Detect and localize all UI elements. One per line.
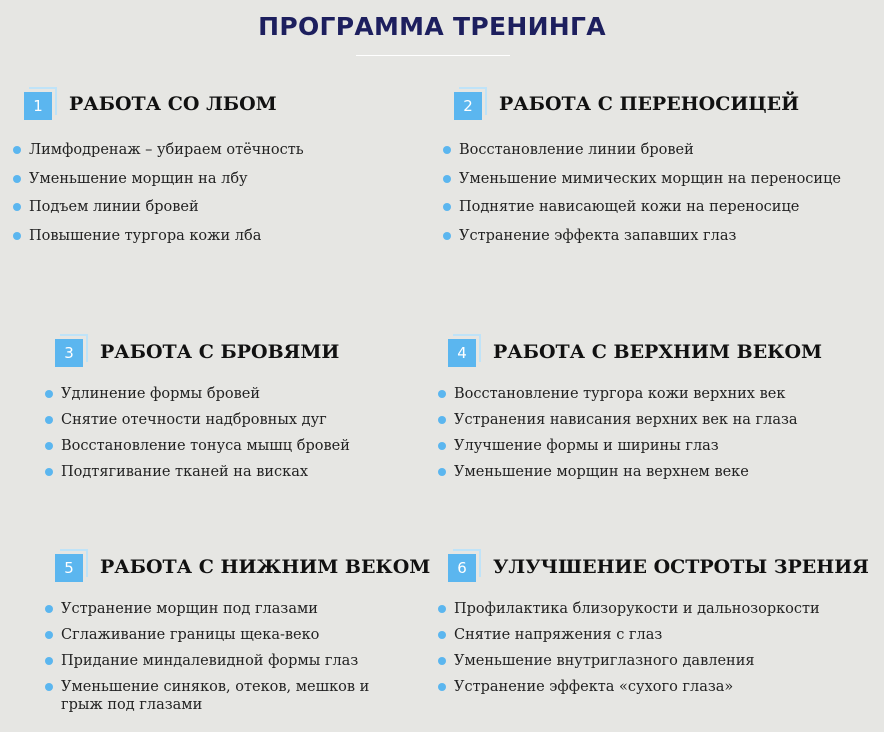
section-title: УЛУЧШЕНИЕ ОСТРОТЫ ЗРЕНИЯ [493,556,869,578]
list-item: Снятие отечности надбровных дуг [45,411,425,429]
list-item: Уменьшение морщин на верхнем веке [438,463,798,481]
title-divider [356,55,510,56]
list-item: Подъем линии бровей [13,198,304,216]
section-number-badge: 6 [448,554,476,582]
section-item-list [438,600,820,696]
list-item: Улучшение формы и ширины глаз [438,437,798,455]
section-item-list [443,141,841,245]
section-title: РАБОТА С НИЖНИМ ВЕКОМ [100,556,431,578]
section-lower-eyelid [55,554,431,713]
section-number-badge: 1 [24,92,52,120]
list-item: Устранение эффекта «сухого глаза» [438,678,820,696]
section-number-badge: 2 [454,92,482,120]
list-item: Уменьшение внутриглазного давления [438,652,820,670]
section-item-list [13,141,304,245]
section-header [448,339,823,375]
section-upper-eyelid [448,339,823,480]
section-header [55,554,431,590]
section-title: РАБОТА С ВЕРХНИМ ВЕКОМ [493,341,823,363]
section-number-badge: 4 [448,339,476,367]
list-item: Сглаживание границы щека-веко [45,626,405,644]
section-item-list [45,385,425,481]
section-eyebrows [55,339,435,479]
list-item: Профилактика близорукости и дальнозоркости [438,600,820,618]
list-item: Восстановление тонуса мышц бровей [45,437,425,455]
section-title: РАБОТА С ПЕРЕНОСИЦЕЙ [499,93,800,115]
list-item: Уменьшение синяков, отеков, мешков и грыж под глазами [45,678,405,714]
list-item: Уменьшение морщин на лбу [13,170,304,188]
list-item: Восстановление тургора кожи верхних век [438,385,798,403]
list-item: Устранение морщин под глазами [45,600,405,618]
list-item: Восстановление линии бровей [443,141,841,159]
section-title: РАБОТА СО ЛБОМ [69,93,277,115]
section-nose-bridge [454,91,852,244]
list-item: Повышение тургора кожи лба [13,227,304,245]
list-item: Поднятие нависающей кожи на переносице [443,198,841,216]
section-item-list [45,600,405,714]
list-item: Придание миндалевидной формы глаз [45,652,405,670]
list-item: Удлинение формы бровей [45,385,425,403]
section-title: РАБОТА С БРОВЯМИ [100,341,340,363]
list-item: Лимфодренаж – убираем отёчность [13,141,304,159]
section-header [24,91,315,127]
list-item: Устранения нависания верхних век на глаза [438,411,798,429]
list-item: Уменьшение мимических морщин на переносице [443,170,841,188]
section-header [55,339,435,375]
section-number-badge: 3 [55,339,83,367]
section-number-badge: 5 [55,554,83,582]
list-item: Устранение эффекта запавших глаз [443,227,841,245]
section-item-list [438,385,798,481]
section-header [448,554,869,590]
list-item: Снятие напряжения с глаз [438,626,820,644]
section-forehead [24,91,315,244]
section-vision [448,554,869,695]
page-title: ПРОГРАММА ТРЕНИНГА [258,12,606,41]
list-item: Подтягивание тканей на висках [45,463,425,481]
section-header [454,91,852,127]
